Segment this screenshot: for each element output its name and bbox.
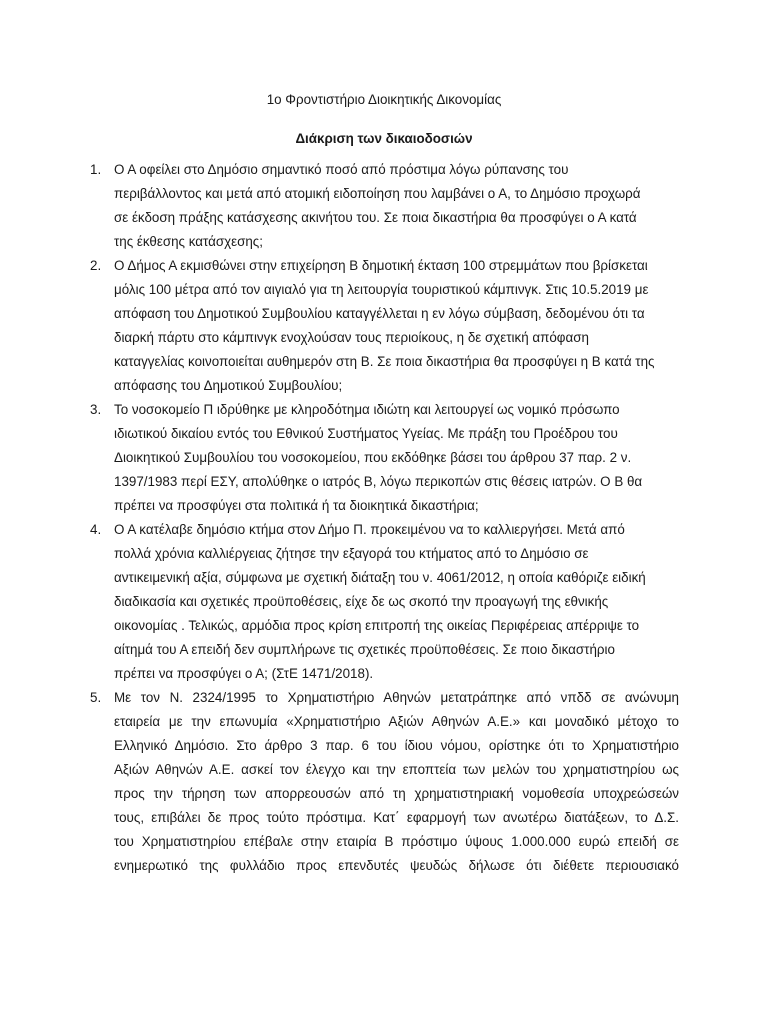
question-line: Ο Δήμος Α εκμισθώνει στην επιχείρηση Β δημοτική έκταση 100 στρεμμάτων που βρίσκεται (114, 258, 648, 273)
question-line: Ελληνικό Δημόσιο. Στο άρθρο 3 παρ. 6 του ίδιου νόμου, ορίστηκε ότι το Χρηματιστήριο (114, 738, 679, 753)
question-line: της έκθεσης κατάσχεσης; (114, 234, 263, 249)
question-line: ενημερωτικό της φυλλάδιο προς επενδυτές ψευδώς δήλωσε ότι διέθετε περιουσιακό (114, 858, 679, 873)
question-line: περιβάλλοντος και μετά από ατομική ειδοποίηση που λαμβάνει ο Α, το Δημόσιο προχωρά (114, 186, 641, 201)
question-line: πολλά χρόνια καλλιέργειας ζήτησε την εξαγορά του κτήματος από το Δημόσιο σε (114, 546, 589, 561)
question-line: Διοικητικού Συμβουλίου του νοσοκομείου, που εκδόθηκε βάσει του άρθρου 37 παρ. 2 ν. (114, 450, 632, 465)
question-number: 4. (90, 522, 102, 537)
question-line: τους, επιβάλει δε προς τούτο πρόστιμα. Κατ΄ εφαρμογή των ανωτέρω διατάξεων, το Δ.Σ. (114, 810, 679, 825)
question-line: σε έκδοση πράξης κατάσχεσης ακινήτου του. Σε ποια δικαστήρια θα προσφύγει ο Α κατά (114, 210, 637, 225)
question-line: ιδιωτικού δικαίου εντός του Εθνικού Συστήματος Υγείας. Με πράξη του Προέδρου του (114, 426, 618, 441)
question-line: διαδικασία και σχετικές προϋποθέσεις, είχε δε ως σκοπό την προαγωγή της εθνικής (114, 594, 609, 609)
document-subtitle: Διάκριση των δικαιοδοσιών (295, 131, 473, 146)
question-line: Ο Α κατέλαβε δημόσιο κτήμα στον Δήμο Π. προκειμένου να το καλλιεργήσει. Μετά από (114, 522, 625, 537)
question-line: του Χρηματιστηρίου επέβαλε στην εταιρία Β πρόστιμο ύψους 1.000.000 ευρώ επειδή σε (114, 834, 679, 849)
question-line: οικονομίας . Τελικώς, αρμόδια προς κρίση επιτροπή της οικείας Περιφέρειας απέρριψε το (114, 618, 640, 633)
question-number: 2. (90, 258, 102, 273)
question-number: 3. (90, 402, 102, 417)
question-number: 1. (90, 162, 102, 177)
document-title: 1ο Φροντιστήριο Διοικητικής Δικονομίας (266, 92, 502, 107)
question-number: 5. (90, 690, 102, 705)
question-item-2 (0, 254, 768, 398)
question-line: 1397/1983 περί ΕΣΥ, απολύθηκε ο ιατρός Β, λόγω περικοπών στις θέσεις ιατρών. Ο Β θα (114, 474, 643, 489)
question-item-4 (0, 518, 768, 686)
question-line: απόφαση του Δημοτικού Συμβουλίου καταγγέλλεται η εν λόγω σύμβαση, δεδομένου ότι τα (114, 306, 645, 321)
question-line: απόφασης του Δημοτικού Συμβουλίου; (114, 378, 343, 393)
question-line: Το νοσοκομείο Π ιδρύθηκε με κληροδότημα ιδιώτη και λειτουργεί ως νομικό πρόσωπο (114, 402, 620, 417)
question-line: μόλις 100 μέτρα από τον αιγιαλό για τη λειτουργία τουριστικού κάμπινγκ. Στις 10.5.2019 με (114, 282, 649, 297)
question-line: καταγγελίας κοινοποιείται αυθημερόν στη Β. Σε ποια δικαστήρια θα προσφύγει η Β κατά της (114, 354, 655, 369)
question-line: πρέπει να προσφύγει ο Α; (ΣτΕ 1471/2018). (114, 666, 374, 681)
question-line: Αξιών Αθηνών Α.Ε. ασκεί τον έλεγχο και την εποπτεία των μελών του χρηματιστηρίου ως (114, 762, 679, 777)
question-line: εταιρεία με την επωνυμία «Χρηματιστήριο Αξιών Αθηνών Α.Ε.» και μοναδικό μέτοχο το (114, 714, 679, 729)
question-line: πρέπει να προσφύγει στα πολιτικά ή τα διοικητικά δικαστήρια; (114, 498, 479, 513)
question-line: Με τον Ν. 2324/1995 το Χρηματιστήριο Αθηνών μετατράπηκε από νπδδ σε ανώνυμη (114, 690, 679, 705)
question-line: αντικειμενική αξία, σύμφωνα με σχετική διάταξη του ν. 4061/2012, η οποία καθόριζε ειδική (114, 570, 646, 585)
question-line: διαρκή πάρτυ στο κάμπινγκ ενοχλούσαν τους περιοίκους, η δε σχετική απόφαση (114, 330, 589, 345)
question-list (0, 158, 768, 878)
question-item-1 (0, 158, 768, 254)
question-line: Ο Α οφείλει στο Δημόσιο σημαντικό ποσό από πρόστιμα λόγω ρύπανσης του (114, 162, 569, 177)
question-item-5 (0, 686, 768, 878)
question-line: αίτημά του Α επειδή δεν συμπλήρωνε τις σχετικές προϋποθέσεις. Σε ποιο δικαστήριο (114, 642, 615, 657)
question-line: προς την τήρηση των απορρεουσών από τη χρηματιστηριακή νομοθεσία υποχρεώσεών (114, 786, 679, 801)
question-item-3 (0, 398, 768, 518)
